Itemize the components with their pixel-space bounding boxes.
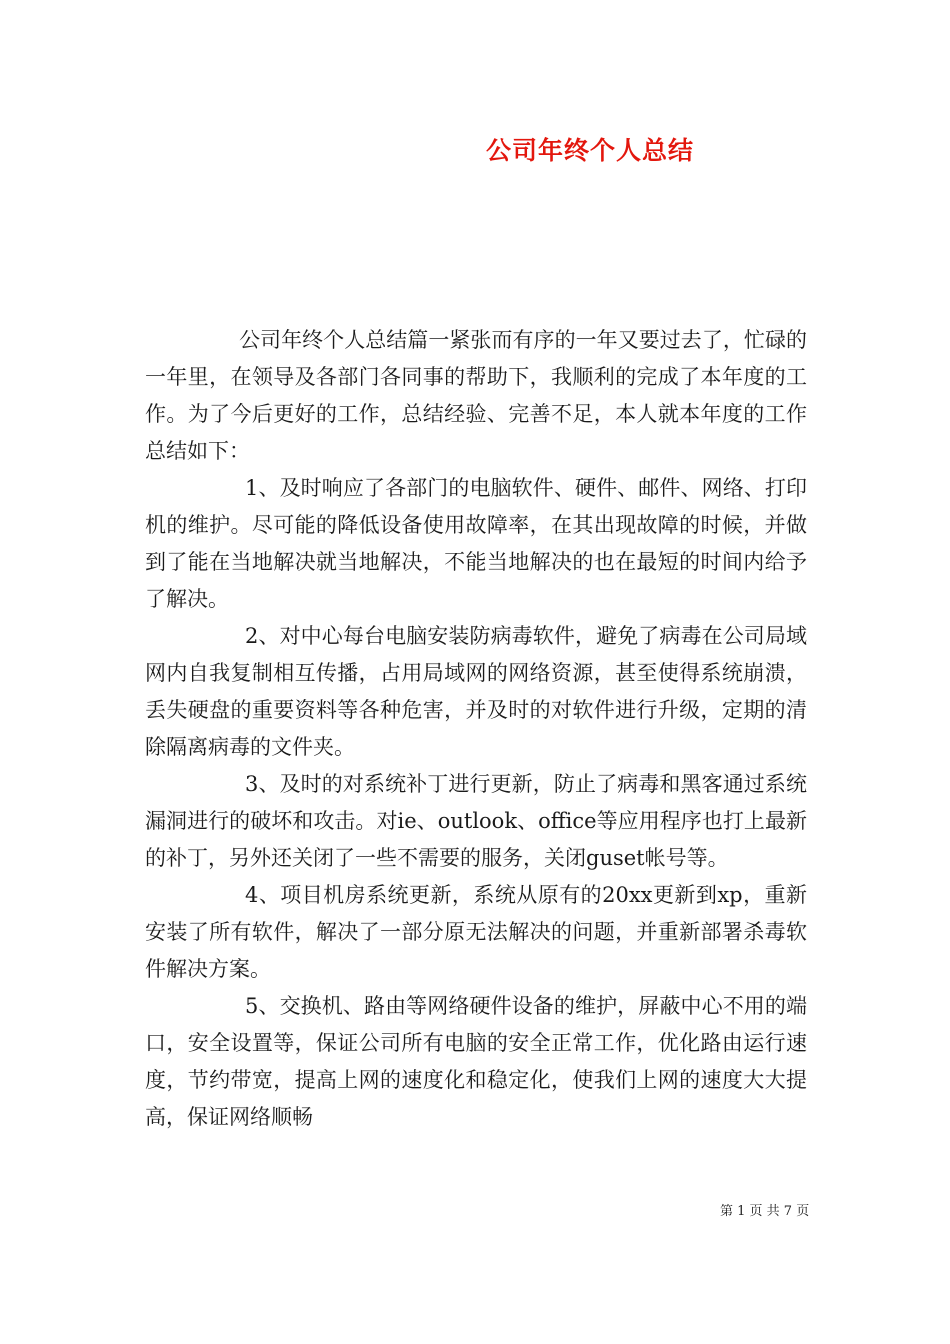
paragraph-item-2: 2、对中心每台电脑安装防病毒软件，避免了病毒在公司局域网内自我复制相互传播，占用局域网的网络资源，甚至使得系统崩溃，丢失硬盘的重要资料等各种危害，并及时的对软件进行升级，定期的清除隔离病毒的文件夹。 [145, 624, 807, 759]
paragraph-item-1: 1、及时响应了各部门的电脑软件、硬件、邮件、网络、打印机的维护。尽可能的降低设备使用故障率，在其出现故障的时候，并做到了能在当地解决就当地解决，不能当地解决的也在最短的时间内给予了解决。 [145, 476, 807, 611]
document-body [145, 322, 807, 1136]
document-title: 公司年终个人总结 [485, 136, 694, 165]
paragraph-intro: 公司年终个人总结篇一紧张而有序的一年又要过去了，忙碌的一年里，在领导及各部门各同事的帮助下，我顺利的完成了本年度的工作。为了今后更好的工作，总结经验、完善不足，本人就本年度的工作总结如下： [145, 328, 807, 463]
paragraph-item-3: 3、及时的对系统补丁进行更新，防止了病毒和黑客通过系统漏洞进行的破坏和攻击。对ie、outlook、office等应用程序也打上最新的补丁，另外还关闭了一些不需要的服务，关闭guset帐号等。 [145, 772, 807, 870]
page-number-footer: 第 1 页 共 7 页 [720, 1204, 810, 1219]
paragraph-item-4: 4、项目机房系统更新，系统从原有的20xx更新到xp，重新安装了所有软件，解决了一部分原无法解决的问题，并重新部署杀毒软件解决方案。 [145, 883, 807, 981]
paragraph-item-5: 5、交换机、路由等网络硬件设备的维护，屏蔽中心不用的端口，安全设置等，保证公司所有电脑的安全正常工作，优化路由运行速度，节约带宽，提高上网的速度化和稳定化，使我们上网的速度大大提高，保证网络顺畅 [145, 994, 807, 1129]
